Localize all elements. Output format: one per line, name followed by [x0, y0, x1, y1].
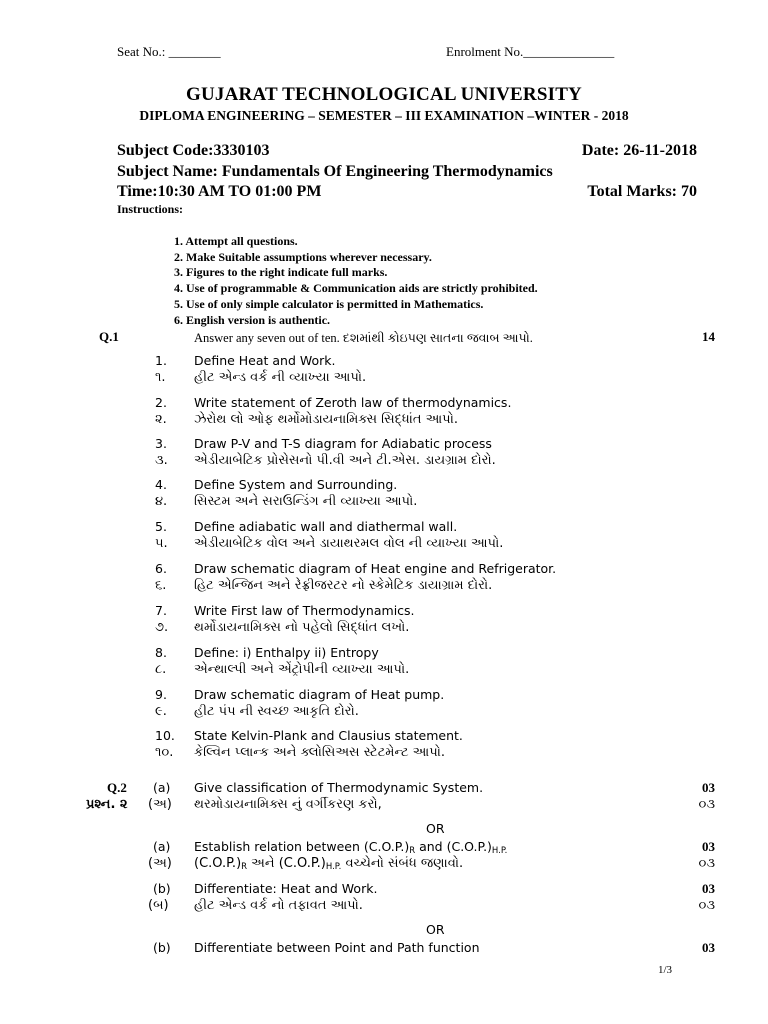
question-1-label: Q.1: [99, 329, 119, 344]
question-1-marks: 14: [702, 329, 715, 344]
item-number-gujarati: ૧૦.: [155, 745, 174, 760]
page-number: 1/3: [657, 964, 672, 976]
question-text-part: વચ્ચેનો સંબંધ જણાવો.: [341, 856, 464, 871]
marks: 03: [702, 839, 715, 854]
instruction-item: 5. Use of only simple calculator is permitted in Mathematics.: [174, 297, 484, 311]
question-text-gujarati: હીટ એન્ડ વર્ક નો તફાવત આપો.: [194, 898, 363, 913]
instruction-item: 3. Figures to the right indicate full marks.: [174, 265, 388, 279]
subquestion-number: (b): [153, 881, 171, 896]
question-text-part: and (C.O.P.): [415, 839, 492, 854]
marks: 03: [702, 881, 715, 896]
subquestion-number: (a): [153, 780, 171, 795]
question-text-gujarati: એડીયાબેટિક વોલ અને ડાયાથરમલ વોલ ની વ્યાખ્યા આપો.: [194, 536, 504, 551]
question-text: Differentiate: Heat and Work.: [194, 881, 378, 896]
question-text: Define System and Surrounding.: [194, 477, 398, 492]
university-title: GUJARAT TECHNOLOGICAL UNIVERSITY: [186, 84, 582, 105]
subquestion-number-gujarati: (બ): [148, 898, 169, 913]
exam-time: Time:10:30 AM TO 01:00 PM: [117, 183, 322, 200]
item-number-gujarati: ૫.: [155, 536, 168, 551]
instruction-item: 4. Use of programmable & Communication aids are strictly prohibited.: [174, 281, 538, 295]
marks: 03: [702, 940, 715, 955]
question-text: Give classification of Thermodynamic System.: [194, 780, 484, 795]
item-number: 1.: [155, 353, 167, 368]
total-marks: Total Marks: 70: [587, 183, 697, 200]
question-text: Draw P-V and T-S diagram for Adiabatic process: [194, 436, 492, 451]
item-number-gujarati: ૨.: [155, 412, 167, 427]
instruction-item: 1. Attempt all questions.: [174, 234, 298, 248]
item-number: 7.: [155, 603, 167, 618]
marks: 03: [702, 780, 715, 795]
question-text-gujarati: હિટ એન્જિન અને રેફ્રીજરટર નો સ્કેમેટિક ડાયાગ્રામ દોરો.: [194, 578, 493, 593]
question-text: State Kelvin-Plank and Clausius statement.: [194, 728, 463, 743]
or-separator: OR: [426, 821, 445, 836]
subscript: H.P.: [325, 862, 342, 872]
item-number: 2.: [155, 395, 167, 410]
or-separator: OR: [426, 922, 445, 937]
item-number: 3.: [155, 436, 167, 451]
question-text-gujarati: થર્મોડાયનામિક્સ નો પહેલો સિદ્ધાંત લખો.: [194, 620, 410, 635]
marks-gujarati: ૦૩: [698, 856, 715, 871]
enrolment-number-field: Enrolment No.______________: [446, 44, 615, 59]
item-number: 9.: [155, 687, 167, 702]
question-text: Differentiate between Point and Path function: [194, 940, 480, 955]
question-1-instruction: Answer any seven out of ten. દશમાંથી કોઇપણ સાતના જવાબ આપો.: [194, 331, 533, 345]
question-text-part: (C.O.P.): [194, 856, 242, 871]
question-text-gujarati: ઝેરોથ લો ઓફ થર્મોમોડાયનામિક્સ સિદ્ધાંત આપો.: [194, 412, 458, 427]
subquestion-number: (b): [153, 940, 171, 955]
instructions-label: Instructions:: [117, 202, 184, 216]
marks-gujarati: ૦૩: [698, 797, 715, 812]
subquestion-number-gujarati: (અ): [148, 856, 172, 871]
exam-date: Date: 26-11-2018: [581, 142, 697, 159]
question-text: Define adiabatic wall and diathermal wall.: [194, 519, 458, 534]
instruction-item: 2. Make Suitable assumptions wherever necessary.: [174, 250, 432, 264]
item-number-gujarati: ૬.: [155, 578, 167, 593]
item-number-gujarati: ૮.: [155, 662, 167, 677]
question-text-gujarati: હીટ એન્ડ વર્ક ની વ્યાખ્યા આપો.: [194, 370, 367, 385]
item-number: 4.: [155, 477, 167, 492]
subquestion-number: (a): [153, 839, 171, 854]
marks-gujarati: ૦૩: [698, 898, 715, 913]
item-number: 6.: [155, 561, 167, 576]
question-2-label-gujarati: પ્રશ્ન. ૨: [86, 797, 128, 812]
item-number: 10.: [155, 728, 175, 743]
item-number-gujarati: ૭.: [155, 620, 169, 635]
item-number: 5.: [155, 519, 167, 534]
question-text-gujarati: કેલ્વિન પ્લાન્ક અને ક્લોસિઅસ સ્ટેટમેન્ટ આપો.: [194, 745, 446, 760]
question-2-label: Q.2: [107, 780, 127, 795]
question-text: Define: i) Enthalpy ii) Entropy: [194, 645, 379, 660]
question-text-gujarati: એડીયાબેટિક પ્રોસેસનો પી.વી અને ટી.એસ. ડાયગ્રામ દોરો.: [194, 453, 496, 468]
item-number: 8.: [155, 645, 167, 660]
question-text: Draw schematic diagram of Heat pump.: [194, 687, 445, 702]
exam-title: DIPLOMA ENGINEERING – SEMESTER – III EXAMINATION –WINTER - 2018: [139, 108, 629, 123]
question-text: Write First law of Thermodynamics.: [194, 603, 415, 618]
item-number-gujarati: ૯.: [155, 704, 167, 719]
question-text: [194, 839, 507, 856]
question-text-part: Establish relation between (C.O.P.): [194, 839, 410, 854]
question-text-gujarati: થરમોડાયનામિક્સ નું વર્ગીકરણ કરો,: [194, 797, 382, 812]
seat-number-field: Seat No.: ________: [117, 44, 221, 59]
item-number-gujarati: ૧.: [155, 370, 166, 385]
question-text: Draw schematic diagram of Heat engine and Refrigerator.: [194, 561, 557, 576]
question-text-gujarati: એન્થાલ્પી અને એંટ્રોપીની વ્યાખ્યા આપો.: [194, 662, 410, 677]
question-text: Write statement of Zeroth law of thermodynamics.: [194, 395, 512, 410]
question-text-gujarati: હીટ પંપ ની સ્વચ્છ આકૃતિ દોરો.: [194, 704, 359, 719]
subscript: R: [241, 862, 248, 872]
subscript: R: [409, 846, 416, 856]
instruction-item: 6. English version is authentic.: [174, 313, 331, 327]
subject-code: Subject Code:3330103: [117, 142, 270, 159]
subject-name: Subject Name: Fundamentals Of Engineering Thermodynamics: [117, 163, 553, 180]
subquestion-number-gujarati: (અ): [148, 797, 172, 812]
item-number-gujarati: ૪.: [155, 494, 168, 509]
subscript: H.P.: [491, 846, 508, 856]
item-number-gujarati: ૩.: [155, 453, 168, 468]
question-text: Define Heat and Work.: [194, 353, 336, 368]
question-text-gujarati: સિસ્ટમ અને સરાઉન્ડિંગ ની વ્યાખ્યા આપો.: [194, 494, 418, 509]
question-text-gujarati: [194, 856, 463, 872]
question-text-part: અને (C.O.P.): [247, 856, 326, 871]
